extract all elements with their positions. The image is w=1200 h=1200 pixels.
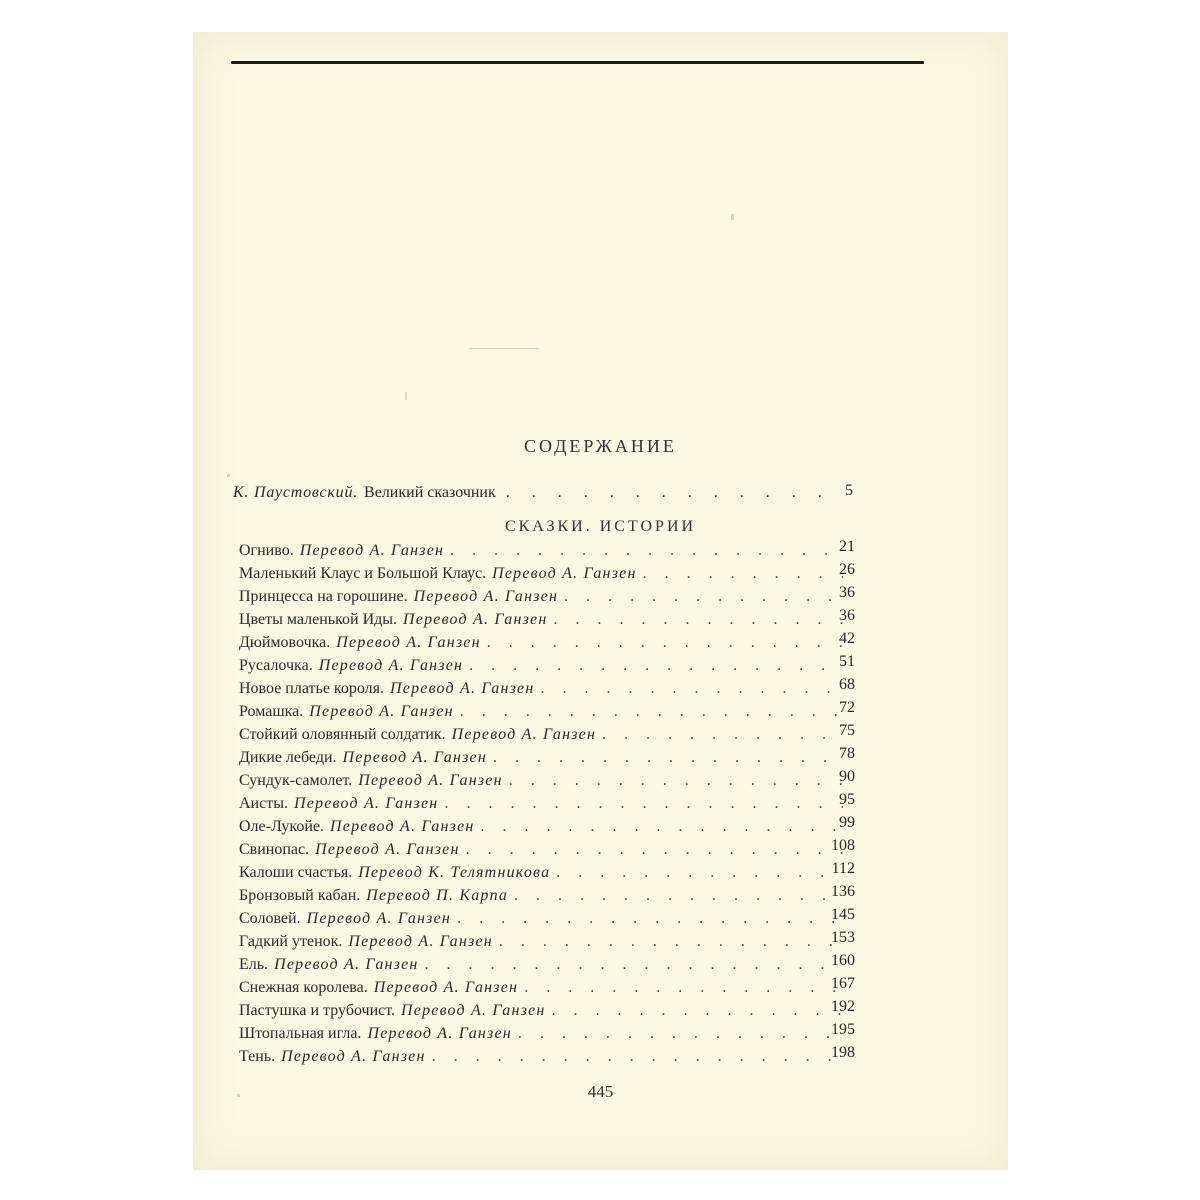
entry-page-number: 51	[839, 653, 855, 670]
dot-leader	[450, 539, 843, 562]
entry-translator: Перевод А. Ганзен	[309, 703, 454, 720]
dot-leader	[425, 953, 843, 976]
entry-translator: Перевод А. Ганзен	[403, 611, 548, 628]
dot-leader	[444, 792, 843, 815]
list-item	[239, 769, 859, 792]
list-item	[239, 907, 859, 930]
dot-leader	[460, 700, 843, 723]
list-item	[239, 838, 859, 861]
entry-title: Бронзовый кабан.	[239, 887, 361, 904]
entry-translator: Перевод А. Ганзен	[348, 933, 493, 950]
entry-list	[239, 539, 859, 1068]
entry-title: Русалочка.	[239, 657, 313, 674]
entry-title: Калоши счастья.	[239, 864, 353, 881]
list-item	[239, 815, 859, 838]
list-item	[239, 861, 859, 884]
dot-leader	[432, 1045, 843, 1068]
list-item	[239, 953, 859, 976]
dot-leader	[564, 585, 843, 608]
entry-title: Штопальная игла.	[239, 1025, 362, 1042]
entry-page-number: 112	[831, 860, 855, 877]
entry-title: Тень.	[239, 1048, 276, 1065]
entry-title: Принцесса на горошине.	[239, 588, 408, 605]
dot-leader	[499, 930, 843, 953]
entry-page-number: 21	[839, 538, 855, 555]
dot-leader	[457, 907, 843, 930]
page-number: 445	[587, 1082, 614, 1101]
list-item	[239, 1045, 859, 1068]
table-of-contents	[193, 32, 1008, 1170]
section-heading: СКАЗКИ. ИСТОРИИ	[504, 518, 697, 535]
page-heading: СОДЕРЖАНИЕ	[524, 436, 677, 456]
dot-leader	[514, 884, 843, 907]
list-item	[239, 930, 859, 953]
list-item	[239, 976, 859, 999]
dot-leader	[509, 769, 843, 792]
list-item	[239, 1022, 859, 1045]
entry-title: Цветы маленькой Иды.	[239, 611, 398, 628]
entry-page-number: 192	[831, 998, 855, 1015]
dot-leader	[466, 838, 843, 861]
entry-page-number: 78	[839, 745, 855, 762]
intro-page-number: 5	[845, 482, 853, 499]
list-item	[239, 585, 859, 608]
entry-translator: Перевод А. Ганзен	[413, 588, 559, 605]
entry-translator: Перевод П. Карпа	[366, 887, 509, 904]
entry-translator: Перевод А. Ганзен	[315, 841, 460, 858]
list-item	[239, 631, 859, 654]
entry-page-number: 99	[839, 814, 855, 831]
dot-leader	[602, 723, 843, 746]
list-item	[239, 677, 859, 700]
dot-leader	[541, 677, 844, 700]
entry-title: Оле-Лукойе.	[239, 818, 325, 835]
entry-translator: Перевод К. Телятникова	[358, 864, 551, 881]
dot-leader	[493, 746, 843, 769]
entry-translator: Перевод А. Ганзен	[336, 634, 481, 651]
book-page	[193, 32, 1008, 1170]
entry-page-number: 72	[839, 699, 855, 716]
entry-title: Ромашка.	[239, 703, 304, 720]
entry-title: Огниво.	[239, 542, 294, 559]
entry-page-number: 160	[831, 952, 855, 969]
list-item	[239, 792, 859, 815]
entry-title: Дюймовочка.	[239, 634, 331, 651]
entry-translator: Перевод А. Ганзен	[492, 565, 637, 582]
entry-translator: Перевод А. Ганзен	[330, 818, 475, 835]
entry-title: Сундук-самолет.	[239, 772, 353, 789]
intro-author: К. Паустовский.	[233, 484, 359, 501]
entry-title: Снежная королева.	[239, 979, 368, 996]
dot-leader	[481, 815, 843, 838]
entry-translator: Перевод А. Ганзен	[373, 979, 519, 996]
dot-leader	[524, 976, 843, 999]
entry-translator: Перевод А. Ганзен	[358, 772, 503, 789]
entry-title: Ель.	[239, 956, 269, 973]
entry-title: Аисты.	[239, 795, 288, 812]
entry-title: Стойкий оловянный солдатик.	[239, 726, 446, 743]
entry-page-number: 198	[831, 1044, 855, 1061]
list-item	[239, 608, 859, 631]
list-item	[239, 700, 859, 723]
entry-translator: Перевод А. Ганзен	[281, 1048, 426, 1065]
entry-page-number: 167	[831, 975, 855, 992]
entry-title: Свинопас.	[239, 841, 310, 858]
entry-translator: Перевод А. Ганзен	[293, 795, 439, 812]
entry-translator: Перевод А. Ганзен	[451, 726, 597, 743]
dot-leader	[506, 480, 835, 506]
entry-page-number: 145	[831, 906, 855, 923]
entry-page-number: 195	[831, 1021, 855, 1038]
entry-page-number: 136	[831, 883, 855, 900]
list-item	[239, 562, 859, 585]
entry-title: Маленький Клаус и Большой Клаус.	[239, 565, 487, 582]
list-item	[239, 884, 859, 907]
list-item	[239, 999, 859, 1022]
entry-page-number: 75	[839, 722, 855, 739]
entry-page-number: 108	[831, 837, 855, 854]
list-item	[239, 723, 859, 746]
dot-leader	[556, 861, 843, 884]
entry-title: Пастушка и трубочист.	[239, 1002, 396, 1019]
dot-leader	[469, 654, 843, 677]
intro-entry	[233, 480, 859, 506]
entry-page-number: 36	[839, 584, 855, 601]
dot-leader	[518, 1022, 843, 1045]
entry-page-number: 153	[831, 929, 855, 946]
entry-translator: Перевод А. Ганзен	[367, 1025, 512, 1042]
entry-translator: Перевод А. Ганзен	[390, 680, 535, 697]
entry-translator: Перевод А. Ганзен	[318, 657, 464, 674]
entry-title: Гадкий утенок.	[239, 933, 343, 950]
intro-title: Великий сказочник	[364, 484, 496, 501]
entry-page-number: 90	[839, 768, 855, 785]
entry-page-number: 26	[839, 561, 855, 578]
entry-translator: Перевод А. Ганзен	[299, 542, 445, 559]
dot-leader	[552, 999, 843, 1022]
entry-page-number: 95	[839, 791, 855, 808]
dot-leader	[554, 608, 843, 631]
list-item	[239, 654, 859, 677]
entry-translator: Перевод А. Ганзен	[401, 1002, 546, 1019]
entry-translator: Перевод А. Ганзен	[274, 956, 419, 973]
list-item	[239, 539, 859, 562]
dot-leader	[487, 631, 843, 654]
entry-title: Соловей.	[239, 910, 301, 927]
list-item	[239, 746, 859, 769]
entry-page-number: 36	[839, 607, 855, 624]
entry-page-number: 42	[839, 630, 855, 647]
entry-translator: Перевод А. Ганзен	[306, 910, 452, 927]
entry-title: Новое платье короля.	[239, 680, 385, 697]
entry-page-number: 68	[839, 676, 855, 693]
entry-translator: Перевод А. Ганзен	[342, 749, 488, 766]
entry-title: Дикие лебеди.	[239, 749, 337, 766]
